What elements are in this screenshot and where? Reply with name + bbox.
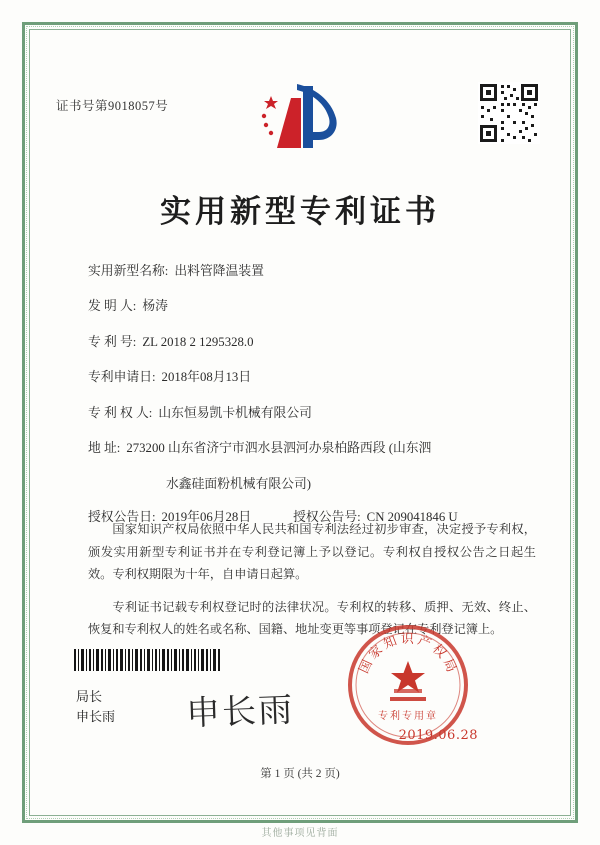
- field-value: 273200 山东省济宁市泗水县泗河办泉柏路西段 (山东泗: [126, 441, 432, 456]
- field-label-grant-number: 授权公告号:: [293, 510, 361, 525]
- field-label: 实用新型名称:: [88, 264, 169, 278]
- footer-note: 其他事项见背面: [261, 828, 339, 839]
- qr-code-icon: [478, 82, 540, 144]
- signature-block: [76, 687, 115, 727]
- field-value: 出料管降温装置: [174, 264, 264, 278]
- field-label: 专 利 权 人:: [88, 405, 153, 420]
- field-value: 杨涛: [142, 299, 168, 314]
- field-label: 发 明 人:: [88, 299, 137, 314]
- barcode-icon: [74, 649, 222, 671]
- certificate-content: [56, 56, 544, 789]
- seal-date: 2019.06.28: [398, 728, 478, 743]
- field-row-address: [88, 438, 534, 458]
- field-label-grant-date: 授权公告日:: [88, 510, 156, 525]
- field-label: 地 址:: [88, 441, 121, 456]
- field-row-application-date: [88, 367, 534, 387]
- field-value-grant-date: 2019年06月28日: [161, 510, 252, 525]
- field-label: 专利申请日:: [88, 370, 156, 385]
- field-value: ZL 2018 2 1295328.0: [142, 334, 254, 349]
- cnipa-logo-icon: [257, 78, 343, 156]
- field-row-utility-model-name: [88, 261, 534, 281]
- director-title: 局长: [76, 688, 103, 704]
- field-list: [88, 261, 534, 543]
- field-row-patentee: [88, 403, 534, 423]
- page-title: 实用新型专利证书: [160, 194, 440, 230]
- paragraph-1: 国家知识产权局依照中华人民共和国专利法经过初步审查，决定授予专利权，颁发实用新型专利证书并在专利登记簿上予以登记。专利权自授权公告之日起生效。专利权期限为十年，自申请日起算。: [88, 522, 536, 582]
- field-row-patent-number: [88, 332, 534, 352]
- svg-text:专利专用章: 专利专用章: [378, 711, 438, 722]
- svg-text:国家知识产权局: 国家知识产权局: [356, 631, 460, 678]
- field-label: 专 利 号:: [88, 334, 137, 349]
- field-value-grant-number: CN 209041846 U: [366, 510, 458, 525]
- address-second-line: 水鑫硅面粉机械有限公司): [166, 476, 312, 491]
- field-value: 山东恒易凯卡机械有限公司: [158, 405, 312, 420]
- handwritten-signature: 申长雨: [185, 690, 295, 734]
- paragraph-2: 专利证书记载专利权登记时的法律状况。专利权的转移、质押、无效、终止、恢复和专利权人的姓名或名称、国籍、地址变更等事项登记在专利登记簿上。: [88, 599, 536, 637]
- certificate-number: 证书号第9018057号: [56, 99, 169, 113]
- field-row-inventor: [88, 296, 534, 316]
- field-value: 2018年08月13日: [161, 370, 252, 385]
- page-number: 第 1 页 (共 2 页): [260, 768, 340, 780]
- director-name: 申长雨: [76, 708, 116, 724]
